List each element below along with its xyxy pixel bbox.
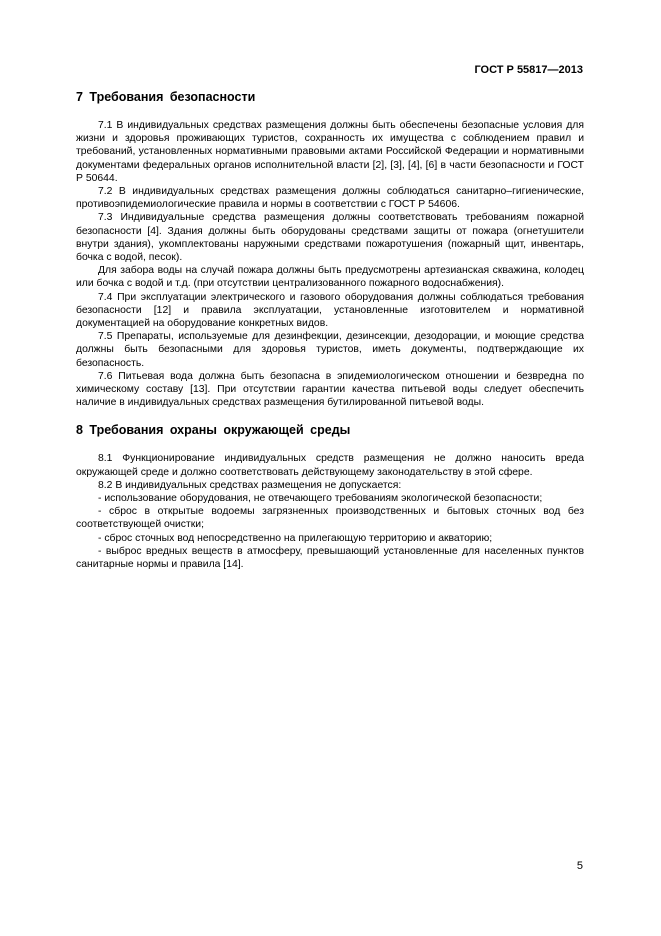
paragraph-8-1: 8.1 Функционирование индивидуальных средств размещения не должно наносить вреда окружающей среде и должно соответствовать действующему законодательству в этой сфере. [76, 453, 584, 478]
list-item: - выброс вредных веществ в атмосферу, превышающий установленные для населенных пунктов санитарные нормы и правила [14]. [76, 545, 584, 571]
paragraph-7-4: 7.4 При эксплуатации электрического и газового оборудования должны соблюдаться требования безопасности [12] и правила эксплуатации, установленные изготовителем и нормативной документацией на оборудование конкретных видов. [76, 291, 584, 330]
section-8 [76, 423, 584, 571]
document-body [76, 90, 584, 571]
paragraph-7-3: 7.3 Индивидуальные средства размещения должны соответствовать требованиям пожарной безопасности [4]. Здания должны быть оборудованы средствами защиты от пожара (огнетушители внутри здания), укомплектованы наружными средствами пожаротушения (пожарный щит, инвентарь, бочка с водой, песок). [76, 212, 584, 264]
list-item: - использование оборудования, не отвечающего требованиям экологической безопасности; [98, 493, 543, 505]
paragraph-7-5: 7.5 Препараты, используемые для дезинфекции, дезинсекции, дезодорации, и моющие средства должны быть безопасными для здоровья туристов, иметь документы, подтверждающие их безопасность. [76, 331, 584, 369]
section-7 [76, 90, 584, 409]
paragraph-7-1: 7.1 В индивидуальных средствах размещения должны быть обеспечены безопасные условия для жизни и здоровья проживающих туристов, сохранность их имущества с соблюдением правил и требований, установленных нормативными правовыми актами Российской Федерации и нормативными документами федеральных органов исполнительной власти [2], [3], [4], [6] в части безопасности и ГОСТ Р 50644. [76, 120, 584, 184]
list-item: - сброс в открытые водоемы загрязненных производственных и бытовых сточных вод без соответствующей очистки; [76, 506, 584, 531]
paragraph-7-6: 7.6 Питьевая вода должна быть безопасна в эпидемиологическом отношении и безвредна по химическому составу [13]. При отсутствии гарантии качества питьевой воды следует обеспечить наличие в индивидуальных средствах размещения бутилированной питьевой воды. [76, 370, 584, 409]
section-title: 8 Требования охраны окружающей среды [76, 423, 351, 438]
paragraph-8-2: 8.2 В индивидуальных средствах размещения не допускается: [98, 479, 402, 491]
document-code: ГОСТ Р 55817—2013 [474, 64, 583, 76]
paragraph-7-2: 7.2 В индивидуальных средствах размещения должны соблюдаться санитарно–гигиенические, противоэпидемиологические правила и нормы в соответствии с ГОСТ Р 54606. [76, 186, 584, 211]
page-number: 5 [576, 860, 583, 872]
section-title: 7 Требования безопасности [76, 90, 256, 104]
list-item: - сброс сточных вод непосредственно на прилегающую территорию и акваторию; [98, 532, 493, 544]
paragraph-7-3-water: Для забора воды на случай пожара должны быть предусмотрены артезианская скважина, колодец или бочка с водой и т.д. (при отсутствии централизованного пожарного водоснабжения). [76, 265, 584, 290]
